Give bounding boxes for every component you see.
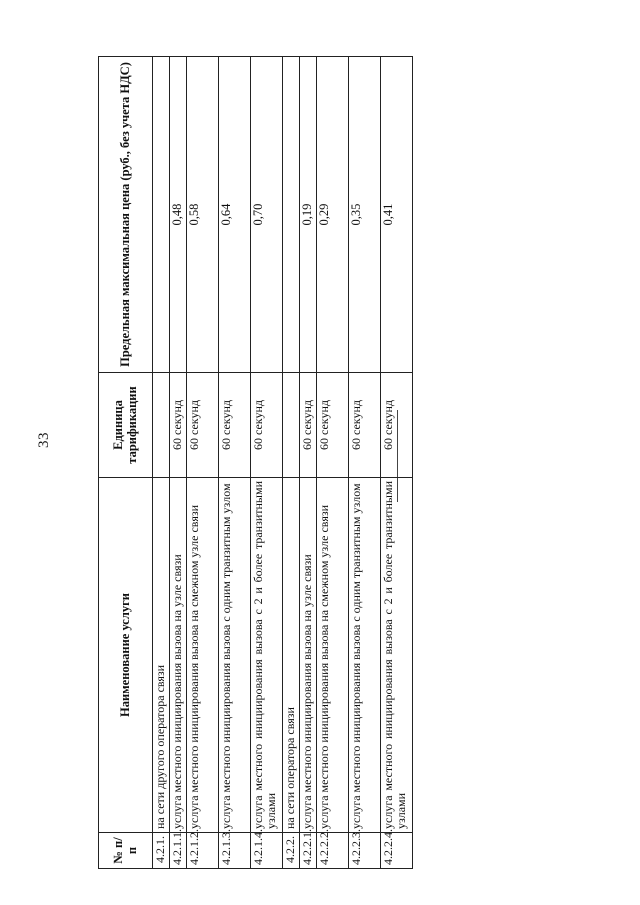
table-row	[317, 57, 349, 869]
table-row	[300, 57, 317, 869]
row-price	[153, 57, 170, 373]
row-num: 4.2.1.4.	[251, 833, 283, 869]
row-num: 4.2.1.2.	[187, 833, 219, 869]
row-price: 0,29	[317, 57, 349, 373]
header-price: Предельная максимальная цена (руб., без учета НДС)	[99, 57, 153, 373]
table-row	[153, 57, 170, 869]
table-header-row	[99, 57, 153, 869]
row-num: 4.2.2.4.	[381, 833, 413, 869]
table-row	[283, 57, 300, 869]
row-name: услуга местного инициирования вызова на узле связи	[300, 478, 317, 833]
row-name: услуга местного инициирования вызова с 2 и более транзитными узлами	[251, 478, 283, 833]
table-row	[349, 57, 381, 869]
row-unit: 60 секунд	[300, 373, 317, 478]
row-unit	[153, 373, 170, 478]
row-unit: 60 секунд	[170, 373, 187, 478]
row-num: 4.2.2.	[283, 833, 300, 869]
header-name: Наименование услуги	[99, 478, 153, 833]
row-unit: 60 секунд	[219, 373, 251, 478]
row-num: 4.2.1.1.	[170, 833, 187, 869]
page-number: 33	[36, 432, 52, 448]
row-num: 4.2.1.3.	[219, 833, 251, 869]
row-price	[283, 57, 300, 373]
row-name: на сети оператора связи	[283, 478, 300, 833]
header-unit: Единица тарификации	[99, 373, 153, 478]
table-row	[187, 57, 219, 869]
price-table	[98, 56, 413, 869]
table-row	[381, 57, 413, 869]
rotated-table-container	[98, 57, 408, 869]
row-num: 4.2.2.3.	[349, 833, 381, 869]
row-num: 4.2.2.1.	[300, 833, 317, 869]
row-price: 0,41	[381, 57, 413, 373]
row-price: 0,58	[187, 57, 219, 373]
row-unit: 60 секунд	[187, 373, 219, 478]
row-unit: 60 секунд	[381, 373, 413, 478]
row-unit: 60 секунд	[349, 373, 381, 478]
row-price: 0,48	[170, 57, 187, 373]
row-unit: 60 секунд	[251, 373, 283, 478]
row-num: 4.2.1.	[153, 833, 170, 869]
row-name: на сети другого оператора связи	[153, 478, 170, 833]
row-price: 0,19	[300, 57, 317, 373]
row-price: 0,35	[349, 57, 381, 373]
row-name: услуга местного инициирования вызова с 2 и более транзитными узлами	[381, 478, 413, 833]
row-price: 0,70	[251, 57, 283, 373]
row-name: услуга местного инициирования вызова на смежном узле связи	[187, 478, 219, 833]
table-row	[219, 57, 251, 869]
table-row	[251, 57, 283, 869]
row-unit	[283, 373, 300, 478]
header-num: № п/п	[99, 833, 153, 869]
table-row	[170, 57, 187, 869]
row-price: 0,64	[219, 57, 251, 373]
row-name: услуга местного инициирования вызова на смежном узле связи	[317, 478, 349, 833]
row-name: услуга местного инициирования вызова на узле связи	[170, 478, 187, 833]
row-name: услуга местного инициирования вызова с одним транзитным узлом	[349, 478, 381, 833]
row-name: услуга местного инициирования вызова с одним транзитным узлом	[219, 478, 251, 833]
row-unit: 60 секунд	[317, 373, 349, 478]
row-num: 4.2.2.2.	[317, 833, 349, 869]
